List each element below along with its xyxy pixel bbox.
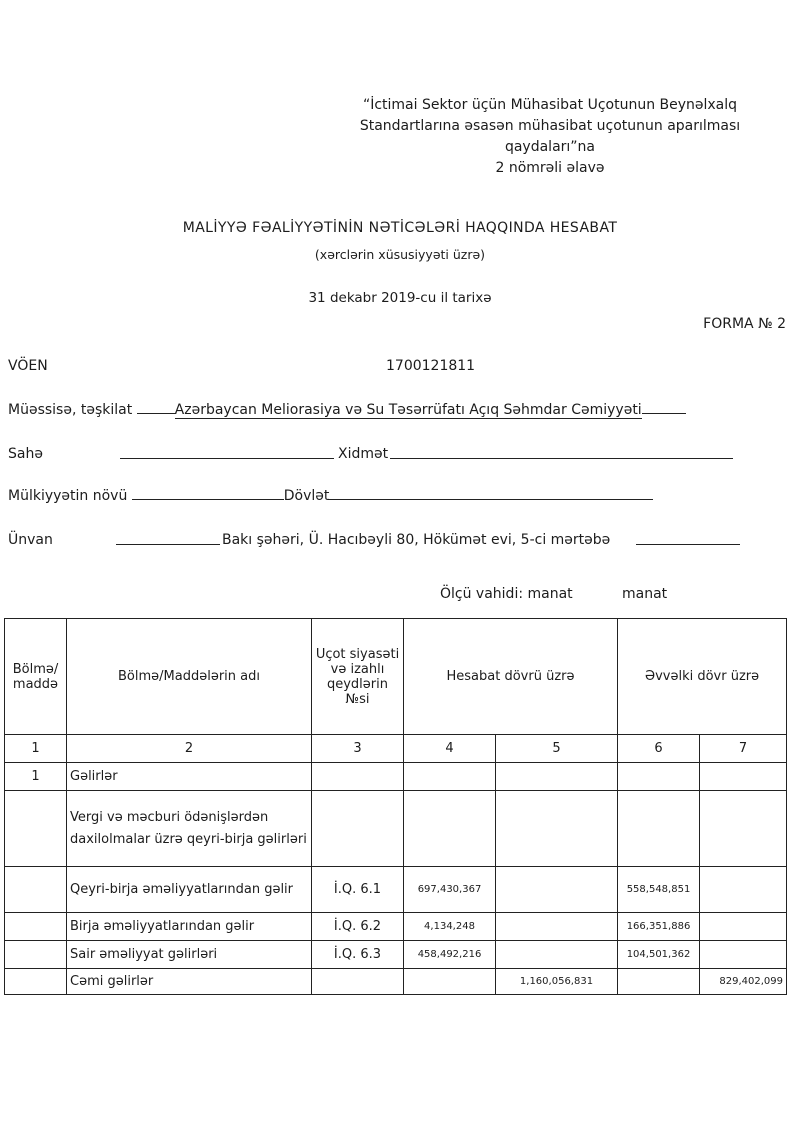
row-current-col5: [496, 763, 618, 791]
sector-value-line: [390, 458, 733, 459]
sector-value: Xidmət: [338, 446, 389, 462]
appendix-note-line-1: “İctimai Sektor üçün Mühasibat Uçotunun Beynəlxalq: [362, 97, 738, 113]
row-previous-col6: 558,548,851: [618, 867, 700, 913]
unit-value: manat: [622, 586, 668, 602]
row-previous-col6: 104,501,362: [618, 941, 700, 969]
voen-label: VÖEN: [8, 358, 48, 374]
header-note-ref: Uçot siyasəti və izahlı qeydlərin №si: [312, 619, 404, 735]
column-number: 6: [618, 735, 700, 763]
row-current-col5: [496, 791, 618, 867]
column-number: 2: [67, 735, 312, 763]
voen-value: 1700121811: [386, 358, 476, 374]
row-number: [5, 867, 67, 913]
row-ref: İ.Q. 6.1: [312, 867, 404, 913]
organization-value: Azərbaycan Meliorasiya və Su Təsərrüfatı Açıq Səhmdar Cəmiyyəti: [174, 402, 642, 418]
table-row: [5, 913, 787, 941]
row-ref: [312, 791, 404, 867]
row-previous-col7: [700, 791, 787, 867]
row-current-col4: 458,492,216: [404, 941, 496, 969]
row-previous-col6: [618, 969, 700, 995]
organization-label: Müəssisə, təşkilat: [8, 402, 133, 418]
ownership-value: Dövlət: [283, 488, 330, 504]
appendix-note: [330, 95, 770, 179]
header-current-period: Hesabat dövrü üzrə: [404, 619, 618, 735]
column-number: 5: [496, 735, 618, 763]
address-blank-left: [116, 544, 220, 545]
voen-row: [8, 358, 476, 374]
row-current-col5: [496, 913, 618, 941]
header-previous-period: Əvvəlki dövr üzrə: [618, 619, 787, 735]
row-current-col4: 4,134,248: [404, 913, 496, 941]
row-name: Sair əməliyyat gəlirləri: [67, 941, 312, 969]
organization-row: [8, 402, 686, 419]
column-number: 3: [312, 735, 404, 763]
income-table: [4, 618, 787, 995]
row-current-col5: [496, 941, 618, 969]
sector-row: [8, 446, 389, 462]
sector-blank: [120, 458, 334, 459]
report-date: 31 dekabr 2019-cu il tarixə: [308, 290, 492, 306]
column-number: 1: [5, 735, 67, 763]
unit-label: Ölçü vahidi: manat: [440, 586, 573, 602]
row-name: Gəlirlər: [67, 763, 312, 791]
address-blank-right: [636, 544, 740, 545]
organization-blank-right: [642, 413, 686, 414]
ownership-row: [8, 488, 653, 504]
header-item-name: Bölmə/Maddələrin adı: [67, 619, 312, 735]
appendix-note-line-4: 2 nömrəli əlavə: [495, 160, 605, 176]
ownership-blank: [132, 499, 284, 500]
row-current-col4: [404, 763, 496, 791]
row-ref: [312, 969, 404, 995]
row-number: [5, 969, 67, 995]
row-ref: İ.Q. 6.2: [312, 913, 404, 941]
form-number: FORMA № 2: [703, 316, 786, 332]
table-row-total: [5, 969, 787, 995]
row-previous-col6: [618, 791, 700, 867]
column-number: 4: [404, 735, 496, 763]
row-previous-col7: [700, 763, 787, 791]
table-row: [5, 867, 787, 913]
row-previous-col7: [700, 867, 787, 913]
row-name: Qeyri-birja əməliyyatlarından gəlir: [67, 867, 312, 913]
row-number: 1: [5, 763, 67, 791]
header-section-number: Bölmə/ maddə: [5, 619, 67, 735]
row-current-col5: 1,160,056,831: [496, 969, 618, 995]
address-label: Ünvan: [8, 532, 53, 548]
row-previous-col6: [618, 763, 700, 791]
row-number: [5, 913, 67, 941]
row-previous-col6: 166,351,886: [618, 913, 700, 941]
report-title: MALİYYƏ FƏALİYYƏTİNİN NƏTİCƏLƏRİ HAQQINDA HESABAT: [182, 220, 618, 236]
column-number: 7: [700, 735, 787, 763]
row-number: [5, 791, 67, 867]
row-number: [5, 941, 67, 969]
row-name: Birja əməliyyatlarından gəlir: [67, 913, 312, 941]
address-row: [8, 532, 611, 548]
report-subtitle: (xərclərin xüsusiyyəti üzrə): [314, 247, 486, 262]
row-current-col4: 697,430,367: [404, 867, 496, 913]
ownership-value-line: [329, 499, 653, 500]
organization-blank-left: [137, 413, 175, 414]
row-current-col4: [404, 969, 496, 995]
address-value: Bakı şəhəri, Ü. Hacıbəyli 80, Hökümət evi, 5-ci mərtəbə: [222, 532, 611, 548]
ownership-label: Mülkiyyətin növü: [8, 488, 128, 504]
row-ref: [312, 763, 404, 791]
row-previous-col7: 829,402,099: [700, 969, 787, 995]
row-ref: İ.Q. 6.3: [312, 941, 404, 969]
table-row: [5, 763, 787, 791]
row-previous-col7: [700, 941, 787, 969]
row-name: Vergi və məcburi ödənişlərdən daxilolmalar üzrə qeyri-birja gəlirləri: [67, 791, 312, 867]
row-current-col4: [404, 791, 496, 867]
appendix-note-line-3: qaydaları”na: [504, 139, 596, 155]
row-name: Cəmi gəlirlər: [67, 969, 312, 995]
row-current-col5: [496, 867, 618, 913]
table-row: [5, 791, 787, 867]
appendix-note-line-2: Standartlarına əsasən mühasibat uçotunun aparılması: [359, 118, 741, 134]
sector-label: Sahə: [8, 446, 43, 462]
table-row: [5, 941, 787, 969]
row-previous-col7: [700, 913, 787, 941]
